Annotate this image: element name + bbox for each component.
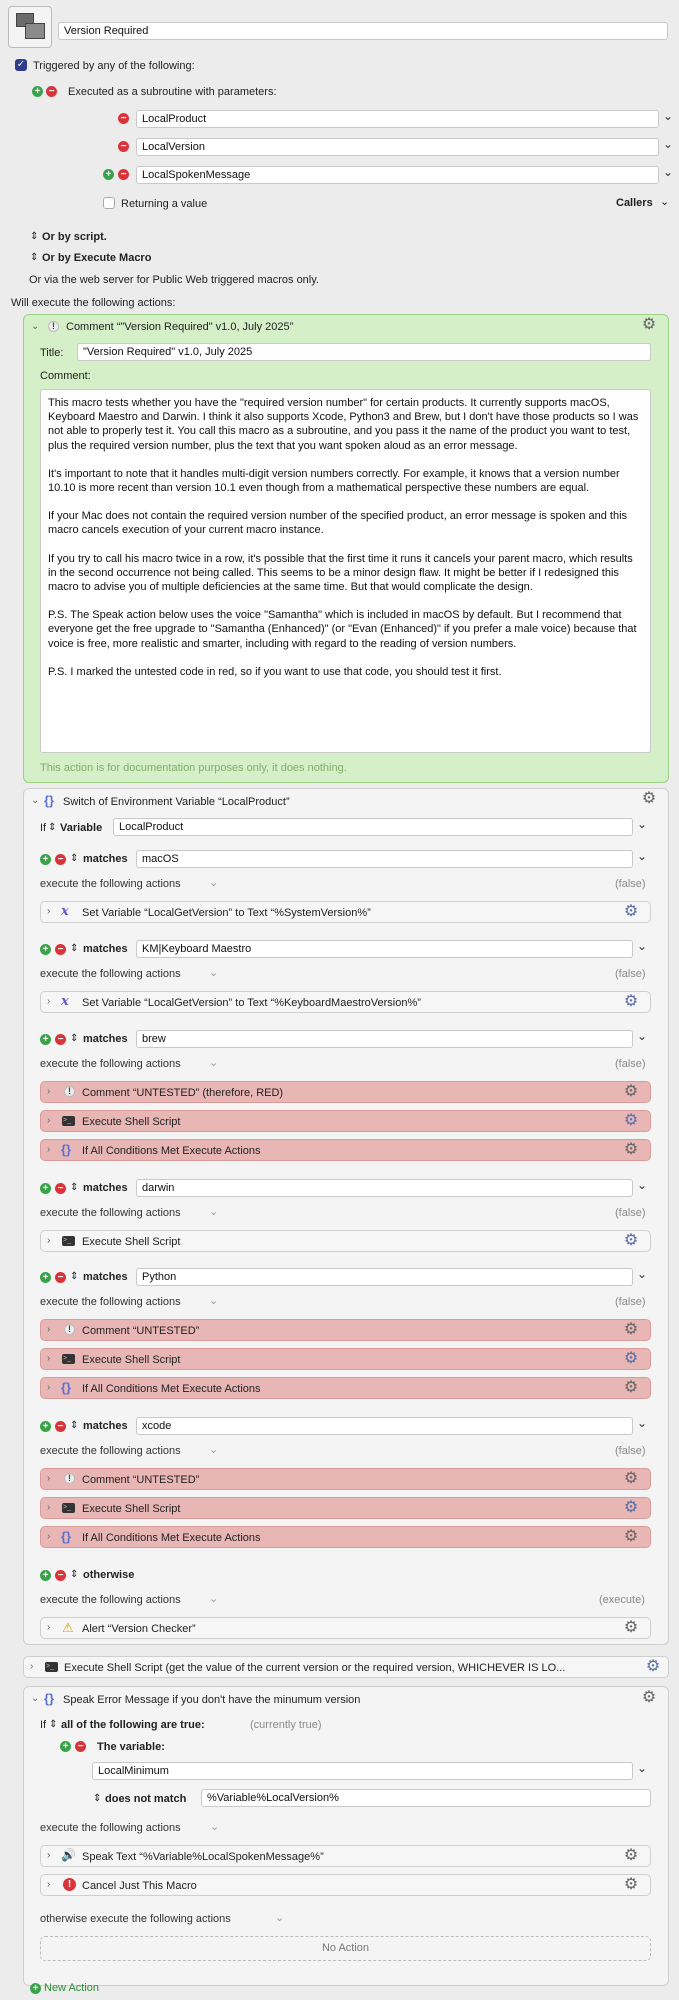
comment-paragraph: If you try to call his macro twice in a row, it's possible that the first time it runs it cancels your parent macro, which results in the second occurrence not being called. This seems to be a minor design flaw. It might be better if I redesigned this macro to advise you of multiple deficiencies at the same time. But that would complicate the design. <box>48 552 633 594</box>
chevron-down-icon[interactable]: ⌄ <box>663 137 674 151</box>
chevron-down-icon[interactable]: ⌄ <box>637 849 648 863</box>
subroutine-label: Executed as a subroutine with parameters: <box>68 86 277 98</box>
action-label: Comment “UNTESTED” <box>82 1474 200 1486</box>
expand-caret-icon[interactable]: › <box>47 1235 51 1246</box>
param-field[interactable]: LocalVersion <box>136 138 659 156</box>
expand-caret-icon[interactable]: › <box>47 1324 51 1335</box>
execute-label: execute the following actions <box>40 878 181 890</box>
all-following-label[interactable]: all of the following are true: <box>61 1719 205 1731</box>
expand-caret-icon[interactable]: › <box>47 1850 51 1861</box>
matches-label[interactable]: matches <box>83 1271 128 1283</box>
chevron-down-icon[interactable]: ⌄ <box>637 1416 648 1430</box>
comment-textarea[interactable] <box>40 389 651 753</box>
action-label: Speak Text “%Variable%LocalSpokenMessage%” <box>82 1851 324 1863</box>
action-label: If All Conditions Met Execute Actions <box>82 1532 261 1544</box>
if-label: If <box>40 822 47 834</box>
gear-icon[interactable]: ⚙ <box>623 1379 639 1396</box>
false-label: (false) <box>615 1207 646 1219</box>
or-by-script[interactable]: Or by script. <box>42 231 107 243</box>
updown-icon: ⇕ <box>70 1271 79 1282</box>
updown-icon: ⇕ <box>30 231 39 242</box>
case-value-field[interactable]: KM|Keyboard Maestro <box>136 940 633 958</box>
execute-label: execute the following actions <box>40 1296 181 1308</box>
gear-icon[interactable]: ⚙ <box>623 903 639 920</box>
action-label: Execute Shell Script <box>82 1354 181 1366</box>
terminal-icon: >_ <box>62 1116 75 1126</box>
braces-icon: {} <box>61 1142 72 1157</box>
chevron-down-icon[interactable]: ⌄ <box>663 165 674 179</box>
remove-case-icon[interactable]: − <box>55 1183 66 1194</box>
expand-caret-icon[interactable]: › <box>47 1115 51 1126</box>
action-label: If All Conditions Met Execute Actions <box>82 1145 261 1157</box>
remove-param-icon[interactable]: − <box>118 169 129 180</box>
chevron-down-icon[interactable]: ⌄ <box>637 939 648 953</box>
gear-icon[interactable]: ⚙ <box>623 1528 639 1545</box>
comment-paragraph: P.S. I marked the untested code in red, so if you want to use that code, you should test it first. <box>48 665 502 678</box>
chevron-down-icon[interactable]: ⌄ <box>660 196 670 208</box>
false-label: (false) <box>615 1296 646 1308</box>
chevron-down-icon[interactable]: ⌄ <box>209 1593 219 1605</box>
gear-icon[interactable]: ⚙ <box>623 1350 639 1367</box>
gear-icon[interactable]: ⚙ <box>623 993 639 1010</box>
case-value-field[interactable]: brew <box>136 1030 633 1048</box>
speaker-icon: 🔊 <box>61 1848 76 1862</box>
action-label: Cancel Just This Macro <box>82 1880 197 1892</box>
variable-field[interactable]: LocalProduct <box>113 818 633 836</box>
false-label: (false) <box>615 968 646 980</box>
action-label: Execute Shell Script <box>82 1503 181 1515</box>
execute-label: execute the following actions <box>40 1594 181 1606</box>
match-value-field[interactable]: %Variable%LocalVersion% <box>201 1789 651 1807</box>
gear-icon[interactable]: ⚙ <box>623 1083 639 1100</box>
add-case-icon[interactable]: + <box>40 944 51 955</box>
false-label: (false) <box>615 1058 646 1070</box>
speak-header: Speak Error Message if you don't have the minumum version <box>63 1694 361 1706</box>
comment-paragraph: P.S. The Speak action below uses the voice "Samantha" which is included in macOS by default. But I recommend that everyone get the free upgrade to "Samantha (Enhanced)" (or "Evan (Enhanced)" if you prefer a male voice) because that voice is free, more realistic and smarter, including with regard to the reading of version numbers. <box>48 609 637 650</box>
updown-icon: ⇕ <box>70 1033 79 1044</box>
updown-icon: ⇕ <box>70 853 79 864</box>
comment-paragraph: If your Mac does not contain the required version number of the specified product, an error message is spoken and this macro cancels execution of your current macro instance. <box>48 510 628 537</box>
matches-label[interactable]: matches <box>83 943 128 955</box>
chevron-down-icon[interactable]: ⌄ <box>210 1821 220 1833</box>
chevron-down-icon[interactable]: ⌄ <box>663 109 674 123</box>
execute-label: execute the following actions <box>40 1058 181 1070</box>
comment-label: Comment: <box>40 370 91 382</box>
or-by-execute[interactable]: Or by Execute Macro <box>42 252 152 264</box>
gear-icon[interactable]: ⚙ <box>623 1619 639 1636</box>
chevron-down-icon[interactable]: ⌄ <box>637 1761 648 1775</box>
expand-caret-icon[interactable]: › <box>30 1661 34 1672</box>
action-label: Set Variable “LocalGetVersion” to Text “%KeyboardMaestroVersion%” <box>82 997 421 1009</box>
new-action-button[interactable]: New Action <box>44 1982 100 1994</box>
matches-label[interactable]: matches <box>83 1033 128 1045</box>
triggered-label: Triggered by any of the following: <box>33 60 195 72</box>
warning-icon: ⚠ <box>62 1620 74 1635</box>
matches-label[interactable]: matches <box>83 1420 128 1432</box>
terminal-icon: >_ <box>62 1236 75 1246</box>
action-label: Execute Shell Script <box>82 1236 181 1248</box>
gear-icon[interactable]: ⚙ <box>623 1321 639 1338</box>
add-trigger-icon[interactable]: + <box>32 86 43 97</box>
chevron-down-icon[interactable]: ⌄ <box>209 1295 219 1307</box>
does-not-match-label[interactable]: does not match <box>105 1793 187 1805</box>
case-value-field[interactable]: darwin <box>136 1179 633 1197</box>
updown-icon: ⇕ <box>70 943 79 954</box>
chevron-down-icon[interactable]: ⌄ <box>275 1912 285 1924</box>
remove-condition-icon[interactable]: − <box>75 1741 86 1752</box>
expand-caret-icon[interactable]: › <box>47 906 51 917</box>
if-label: If <box>40 1719 47 1731</box>
add-case-icon[interactable]: + <box>40 1421 51 1432</box>
gear-icon[interactable]: ⚙ <box>623 1499 639 1516</box>
action-label: Comment “UNTESTED” <box>82 1325 200 1337</box>
expand-caret-icon[interactable]: › <box>47 1144 51 1155</box>
remove-case-icon[interactable]: − <box>55 1570 66 1581</box>
macro-name-field[interactable]: Version Required <box>58 22 668 40</box>
title-field[interactable]: "Version Required" v1.0, July 2025 <box>77 343 651 361</box>
gear-icon[interactable]: ⚙ <box>623 1847 639 1864</box>
gear-icon[interactable]: ⚙ <box>623 1112 639 1129</box>
variable-label[interactable]: Variable <box>60 822 103 834</box>
braces-icon: {} <box>44 1691 55 1706</box>
triggered-checkbox[interactable]: ✓ <box>16 59 26 70</box>
updown-icon: ⇕ <box>70 1569 79 1580</box>
false-label: (false) <box>615 1445 646 1457</box>
execute-paren-label: (execute) <box>599 1594 645 1606</box>
action-label: Alert “Version Checker” <box>82 1623 196 1635</box>
remove-param-icon[interactable]: − <box>118 141 129 152</box>
action-label: Comment “UNTESTED” (therefore, RED) <box>82 1087 284 1099</box>
updown-icon: ⇕ <box>70 1182 79 1193</box>
execute-label: execute the following actions <box>40 968 181 980</box>
comment-header: Comment “"Version Required" v1.0, July 2025” <box>66 321 294 333</box>
add-param-icon[interactable]: + <box>103 169 114 180</box>
action-label: Execute Shell Script <box>82 1116 181 1128</box>
gear-icon[interactable]: ⚙ <box>623 1876 639 1893</box>
no-action-label: No Action <box>321 1942 370 1954</box>
switch-icon: {} <box>44 793 55 808</box>
stop-icon: ! <box>63 1878 76 1891</box>
expand-caret-icon[interactable]: › <box>47 1531 51 1542</box>
terminal-icon: >_ <box>62 1354 75 1364</box>
add-case-icon[interactable]: + <box>40 1034 51 1045</box>
braces-icon: {} <box>61 1529 72 1544</box>
chevron-down-icon[interactable]: ⌄ <box>209 1444 219 1456</box>
expand-caret-icon[interactable]: › <box>47 1502 51 1513</box>
case-value-field[interactable]: xcode <box>136 1417 633 1435</box>
terminal-icon: >_ <box>45 1662 58 1672</box>
chevron-down-icon[interactable]: ⌄ <box>209 877 219 889</box>
remove-case-icon[interactable]: − <box>55 1272 66 1283</box>
expand-caret-icon[interactable]: › <box>47 1473 51 1484</box>
expand-caret-icon[interactable]: › <box>47 1382 51 1393</box>
comment-icon: ! <box>64 1324 75 1335</box>
returning-checkbox[interactable] <box>103 197 115 209</box>
otherwise-label[interactable]: otherwise <box>83 1569 135 1581</box>
param-field[interactable]: LocalProduct <box>136 110 659 128</box>
title-label: Title: <box>40 347 64 359</box>
new-action-icon[interactable]: + <box>30 1983 41 1994</box>
macro-icon <box>8 6 52 48</box>
comment-paragraph: This macro tests whether you have the "required version number" for certain products. It currently supports macOS, Keyboard Maestro and Darwin. I think it also supports Xcode, Python3 and Brew, but I don't have those products so I was not able to properly test it. You call this macro as a subroutine, and you pass it the name of the product you want to test, plus the required version number, plus the text that you want spoken aloud as an error message. <box>48 397 639 452</box>
expand-caret-icon[interactable]: ⌄ <box>31 795 40 806</box>
no-action-placeholder[interactable] <box>40 1936 651 1961</box>
add-case-icon[interactable]: + <box>40 1183 51 1194</box>
or-web-label: Or via the web server for Public Web triggered macros only. <box>29 274 319 286</box>
execute-label: execute the following actions <box>40 1445 181 1457</box>
comment-icon: ! <box>48 321 59 332</box>
add-case-icon[interactable]: + <box>40 1570 51 1581</box>
will-execute-label: Will execute the following actions: <box>11 297 176 309</box>
remove-param-icon[interactable]: − <box>118 113 129 124</box>
gear-icon[interactable]: ⚙ <box>641 1689 657 1706</box>
gear-icon[interactable]: ⚙ <box>623 1232 639 1249</box>
gear-icon[interactable]: ⚙ <box>641 790 657 807</box>
gear-icon[interactable]: ⚙ <box>641 316 657 333</box>
remove-case-icon[interactable]: − <box>55 854 66 865</box>
matches-label[interactable]: matches <box>83 1182 128 1194</box>
updown-icon: ⇕ <box>93 1793 102 1804</box>
comment-paragraph: It's important to note that it handles multi-digit version numbers correctly. For example, it knows that a version number 10.10 is more recent than version 10.1 even though from a mathematical perspective these numbers are equal. <box>48 467 620 495</box>
the-variable-label: The variable: <box>97 1741 165 1753</box>
remove-case-icon[interactable]: − <box>55 1034 66 1045</box>
add-condition-icon[interactable]: + <box>60 1741 71 1752</box>
execute-label: execute the following actions <box>40 1207 181 1219</box>
variable-icon: x <box>61 994 69 1009</box>
expand-caret-icon[interactable]: › <box>47 996 51 1007</box>
expand-caret-icon[interactable]: › <box>47 1879 51 1890</box>
gear-icon[interactable]: ⚙ <box>645 1658 661 1675</box>
chevron-down-icon[interactable]: ⌄ <box>637 1267 648 1281</box>
expand-caret-icon[interactable]: › <box>47 1622 51 1633</box>
updown-icon: ⇕ <box>70 1420 79 1431</box>
otherwise-execute-label: otherwise execute the following actions <box>40 1913 231 1925</box>
updown-icon: ⇕ <box>30 252 39 263</box>
terminal-icon: >_ <box>62 1503 75 1513</box>
braces-icon: {} <box>61 1380 72 1395</box>
action-label: If All Conditions Met Execute Actions <box>82 1383 261 1395</box>
chevron-down-icon[interactable]: ⌄ <box>209 1057 219 1069</box>
remove-trigger-icon[interactable]: − <box>46 86 57 97</box>
comment-icon: ! <box>64 1473 75 1484</box>
chevron-down-icon[interactable]: ⌄ <box>637 1178 648 1192</box>
case-value-field[interactable]: macOS <box>136 850 633 868</box>
condition-variable-field[interactable]: LocalMinimum <box>92 1762 633 1780</box>
remove-case-icon[interactable]: − <box>55 1421 66 1432</box>
variable-icon: x <box>61 904 69 919</box>
expand-caret-icon[interactable]: ⌄ <box>31 1693 40 1704</box>
updown-icon: ⇕ <box>49 1719 58 1730</box>
matches-label[interactable]: matches <box>83 853 128 865</box>
remove-case-icon[interactable]: − <box>55 944 66 955</box>
false-label: (false) <box>615 878 646 890</box>
switch-header: Switch of Environment Variable “LocalProduct” <box>63 796 290 808</box>
comment-footer: This action is for documentation purposes only, it does nothing. <box>40 762 347 774</box>
updown-icon: ⇕ <box>48 822 57 833</box>
param-field[interactable]: LocalSpokenMessage <box>136 166 659 184</box>
case-value-field[interactable]: Python <box>136 1268 633 1286</box>
expand-caret-icon[interactable]: ⌄ <box>31 321 40 332</box>
currently-true-label: (currently true) <box>250 1719 322 1731</box>
expand-caret-icon[interactable]: › <box>47 1086 51 1097</box>
action-label: Execute Shell Script (get the value of the current version or the required version, WHICHEVER IS LO... <box>64 1662 566 1674</box>
expand-caret-icon[interactable]: › <box>47 1353 51 1364</box>
chevron-down-icon[interactable]: ⌄ <box>637 1029 648 1043</box>
comment-icon: ! <box>64 1086 75 1097</box>
chevron-down-icon[interactable]: ⌄ <box>209 967 219 979</box>
returning-label: Returning a value <box>121 198 208 210</box>
add-case-icon[interactable]: + <box>40 1272 51 1283</box>
action-label: Set Variable “LocalGetVersion” to Text “%SystemVersion%” <box>82 907 371 919</box>
gear-icon[interactable]: ⚙ <box>623 1470 639 1487</box>
chevron-down-icon[interactable]: ⌄ <box>637 817 648 831</box>
execute-label: execute the following actions <box>40 1822 181 1834</box>
gear-icon[interactable]: ⚙ <box>623 1141 639 1158</box>
add-case-icon[interactable]: + <box>40 854 51 865</box>
chevron-down-icon[interactable]: ⌄ <box>209 1206 219 1218</box>
callers-button[interactable]: Callers <box>616 197 653 209</box>
